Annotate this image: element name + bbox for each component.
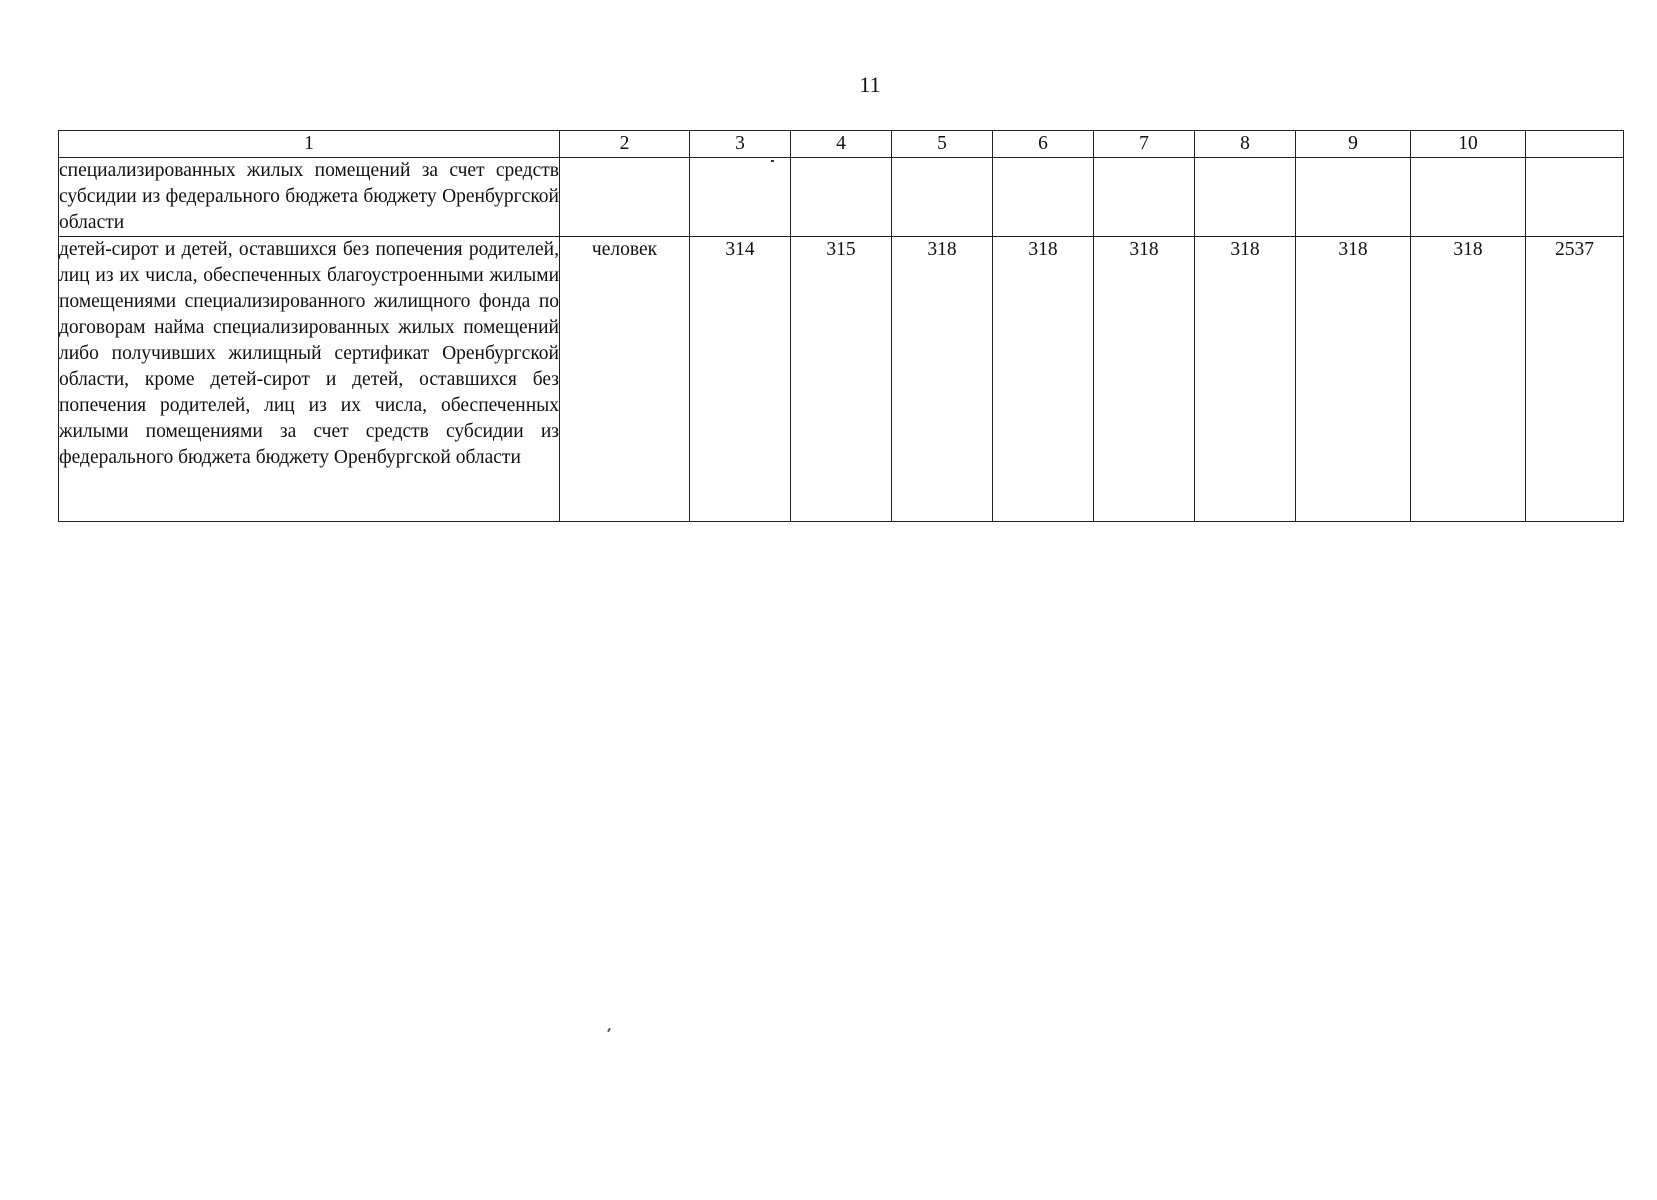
indicator-table — [58, 130, 1624, 522]
row-total: 2537 — [1526, 237, 1624, 522]
column-header: 9 — [1296, 131, 1411, 158]
table-row — [59, 158, 1624, 237]
row-value — [993, 158, 1094, 237]
table-row — [59, 237, 1624, 522]
row-value — [1195, 158, 1296, 237]
table-header-row — [59, 131, 1624, 158]
row-value — [892, 158, 993, 237]
row-value — [1411, 158, 1526, 237]
row-value: 315 — [791, 237, 892, 522]
row-value: 318 — [1094, 237, 1195, 522]
column-header — [1526, 131, 1624, 158]
column-header: 10 — [1411, 131, 1526, 158]
page-number: 11 — [859, 72, 881, 97]
column-header: 6 — [993, 131, 1094, 158]
row-value — [690, 158, 791, 237]
row-value: 318 — [892, 237, 993, 522]
row-value: 318 — [1296, 237, 1411, 522]
row-unit: человек — [560, 237, 690, 522]
row-value — [1094, 158, 1195, 237]
row-value: 314 — [690, 237, 791, 522]
row-value — [791, 158, 892, 237]
row-value: 318 — [1411, 237, 1526, 522]
column-header: 2 — [560, 131, 690, 158]
row-description: специализированных жилых помещений за счет средств субсидии из федерального бюджета бюджету Оренбургской области — [59, 158, 560, 237]
row-description: детей-сирот и детей, оставшихся без попечения родителей, лиц из их числа, обеспеченных благоустроенными жилыми помещениями специализированного жилищного фонда по договорам найма специализированных жилых помещений либо получивших жилищный сертификат Оренбургской области, кроме детей-сирот и детей, оставшихся без попечения родителей, лиц из их числа, обеспеченных жилыми помещениями за счет средств субсидии из федерального бюджета бюджету Оренбургской области — [59, 237, 560, 522]
column-header: 5 — [892, 131, 993, 158]
column-header: 7 — [1094, 131, 1195, 158]
row-value: 318 — [993, 237, 1094, 522]
row-value: 318 — [1195, 237, 1296, 522]
column-header: 1 — [59, 131, 560, 158]
row-unit — [560, 158, 690, 237]
column-header: 4 — [791, 131, 892, 158]
column-header: 3 — [690, 131, 791, 158]
row-total — [1526, 158, 1624, 237]
column-header: 8 — [1195, 131, 1296, 158]
row-value — [1296, 158, 1411, 237]
scan-artifact-mark — [607, 1028, 611, 1032]
